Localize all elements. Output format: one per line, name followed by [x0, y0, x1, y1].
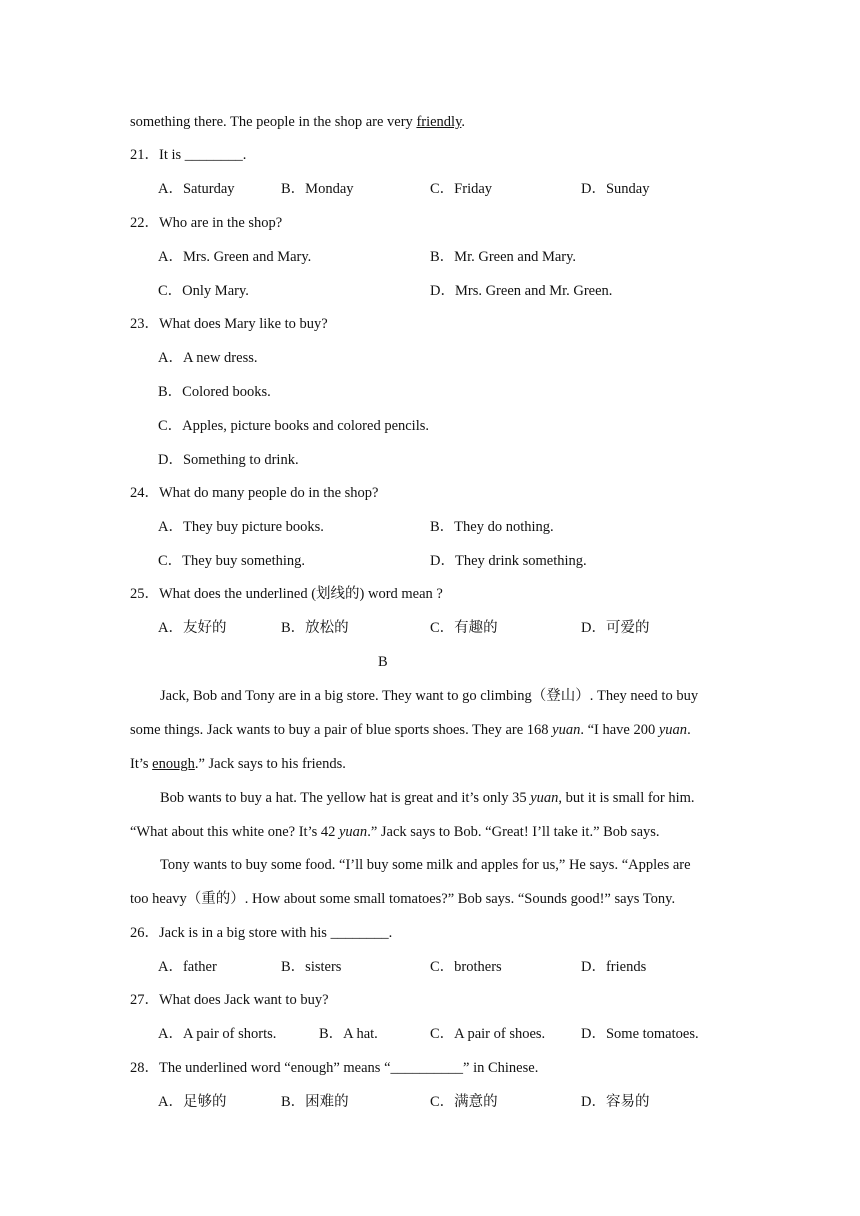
question-27-option-d: D．Some tomatoes. [581, 1026, 699, 1042]
passage-text: It’s [130, 756, 153, 772]
passage-text: . [687, 722, 691, 738]
question-28-option-a: A．足够的 [158, 1094, 227, 1110]
passage-b-p1-line2 [130, 720, 691, 740]
question-28-option-d: D．容易的 [581, 1094, 650, 1110]
question-28-option-c: C．满意的 [430, 1094, 498, 1110]
question-24-stem: 24．What do many people do in the shop? [130, 485, 379, 501]
underlined-word: friendly [416, 114, 462, 130]
passage-italic: yuan [552, 722, 581, 738]
passage-italic: yuan [658, 722, 688, 738]
passage-italic: yuan [530, 790, 559, 806]
question-27-stem: 27．What does Jack want to buy? [130, 992, 329, 1008]
question-27-option-a: A．A pair of shorts. [158, 1026, 277, 1042]
question-22-option-c: C．Only Mary. [158, 283, 249, 299]
question-21-stem: 21．It is ________. [130, 147, 247, 163]
passage-a-last-line [130, 112, 465, 132]
passage-text: .” Jack says to his friends. [194, 756, 346, 772]
question-24-option-c: C．They buy something. [158, 553, 306, 569]
question-26-option-d: D．friends [581, 959, 647, 975]
section-b-heading: B [378, 654, 388, 670]
question-21-option-d: D．Sunday [581, 181, 650, 197]
question-23-option-d: D．Something to drink. [158, 452, 299, 468]
question-27-option-b: B．A hat. [319, 1026, 378, 1042]
question-28-option-b: B．困难的 [281, 1094, 349, 1110]
question-22-stem: 22．Who are in the shop? [130, 215, 283, 231]
question-26-option-b: B．sisters [281, 959, 342, 975]
passage-text: . “I have 200 [580, 722, 659, 738]
passage-text: “What about this white one? It’s 42 [130, 824, 339, 840]
passage-text: .” Jack says to Bob. “Great! I’ll take it.” Bob says. [367, 824, 660, 840]
question-22-option-d: D．Mrs. Green and Mr. Green. [430, 283, 613, 299]
passage-text: , but it is small for him. [558, 790, 695, 806]
question-23-stem: 23．What does Mary like to buy? [130, 316, 328, 332]
question-25-stem: 25．What does the underlined (划线的) word mean ? [130, 586, 443, 602]
question-25-option-a: A．友好的 [158, 620, 227, 636]
question-25-option-b: B．放松的 [281, 620, 349, 636]
question-28-stem: 28．The underlined word “enough” means “__________” in Chinese. [130, 1060, 539, 1076]
passage-italic: yuan [339, 824, 368, 840]
question-25-option-c: C．有趣的 [430, 620, 498, 636]
question-24-option-a: A．They buy picture books. [158, 519, 324, 535]
passage-text: Bob wants to buy a hat. The yellow hat is great and it’s only 35 [160, 790, 531, 806]
question-21-option-c: C．Friday [430, 181, 493, 197]
question-21-option-b: B．Monday [281, 181, 354, 197]
underlined-word: enough [152, 756, 195, 772]
question-24-option-d: D．They drink something. [430, 553, 587, 569]
question-23-option-a: A．A new dress. [158, 350, 258, 366]
question-26-stem: 26．Jack is in a big store with his ________. [130, 925, 393, 941]
passage-text: some things. Jack wants to buy a pair of blue sports shoes. They are 168 [130, 722, 553, 738]
question-26-option-a: A．father [158, 959, 217, 975]
passage-b-p2-line1 [160, 788, 695, 808]
question-23-option-b: B．Colored books. [158, 384, 271, 400]
passage-b-p2-line2 [130, 822, 660, 842]
question-21-option-a: A．Saturday [158, 181, 235, 197]
passage-text: something there. The people in the shop are very [130, 114, 417, 130]
question-25-option-d: D．可爱的 [581, 620, 650, 636]
passage-b-p3-line1: Tony wants to buy some food. “I’ll buy some milk and apples for us,” He says. “Apples are [160, 857, 691, 873]
passage-b-p1-line1: Jack, Bob and Tony are in a big store. They want to go climbing（登山）. They need to buy [160, 688, 699, 704]
question-26-option-c: C．brothers [430, 959, 502, 975]
passage-b-p1-line3 [130, 754, 346, 774]
question-22-option-a: A．Mrs. Green and Mary. [158, 249, 312, 265]
passage-text-end: . [461, 114, 466, 130]
question-24-option-b: B．They do nothing. [430, 519, 554, 535]
passage-b-p3-line2: too heavy（重的）. How about some small tomatoes?” Bob says. “Sounds good!” says Tony. [130, 891, 676, 907]
question-27-option-c: C．A pair of shoes. [430, 1026, 546, 1042]
question-23-option-c: C．Apples, picture books and colored pencils. [158, 418, 430, 434]
question-22-option-b: B．Mr. Green and Mary. [430, 249, 577, 265]
